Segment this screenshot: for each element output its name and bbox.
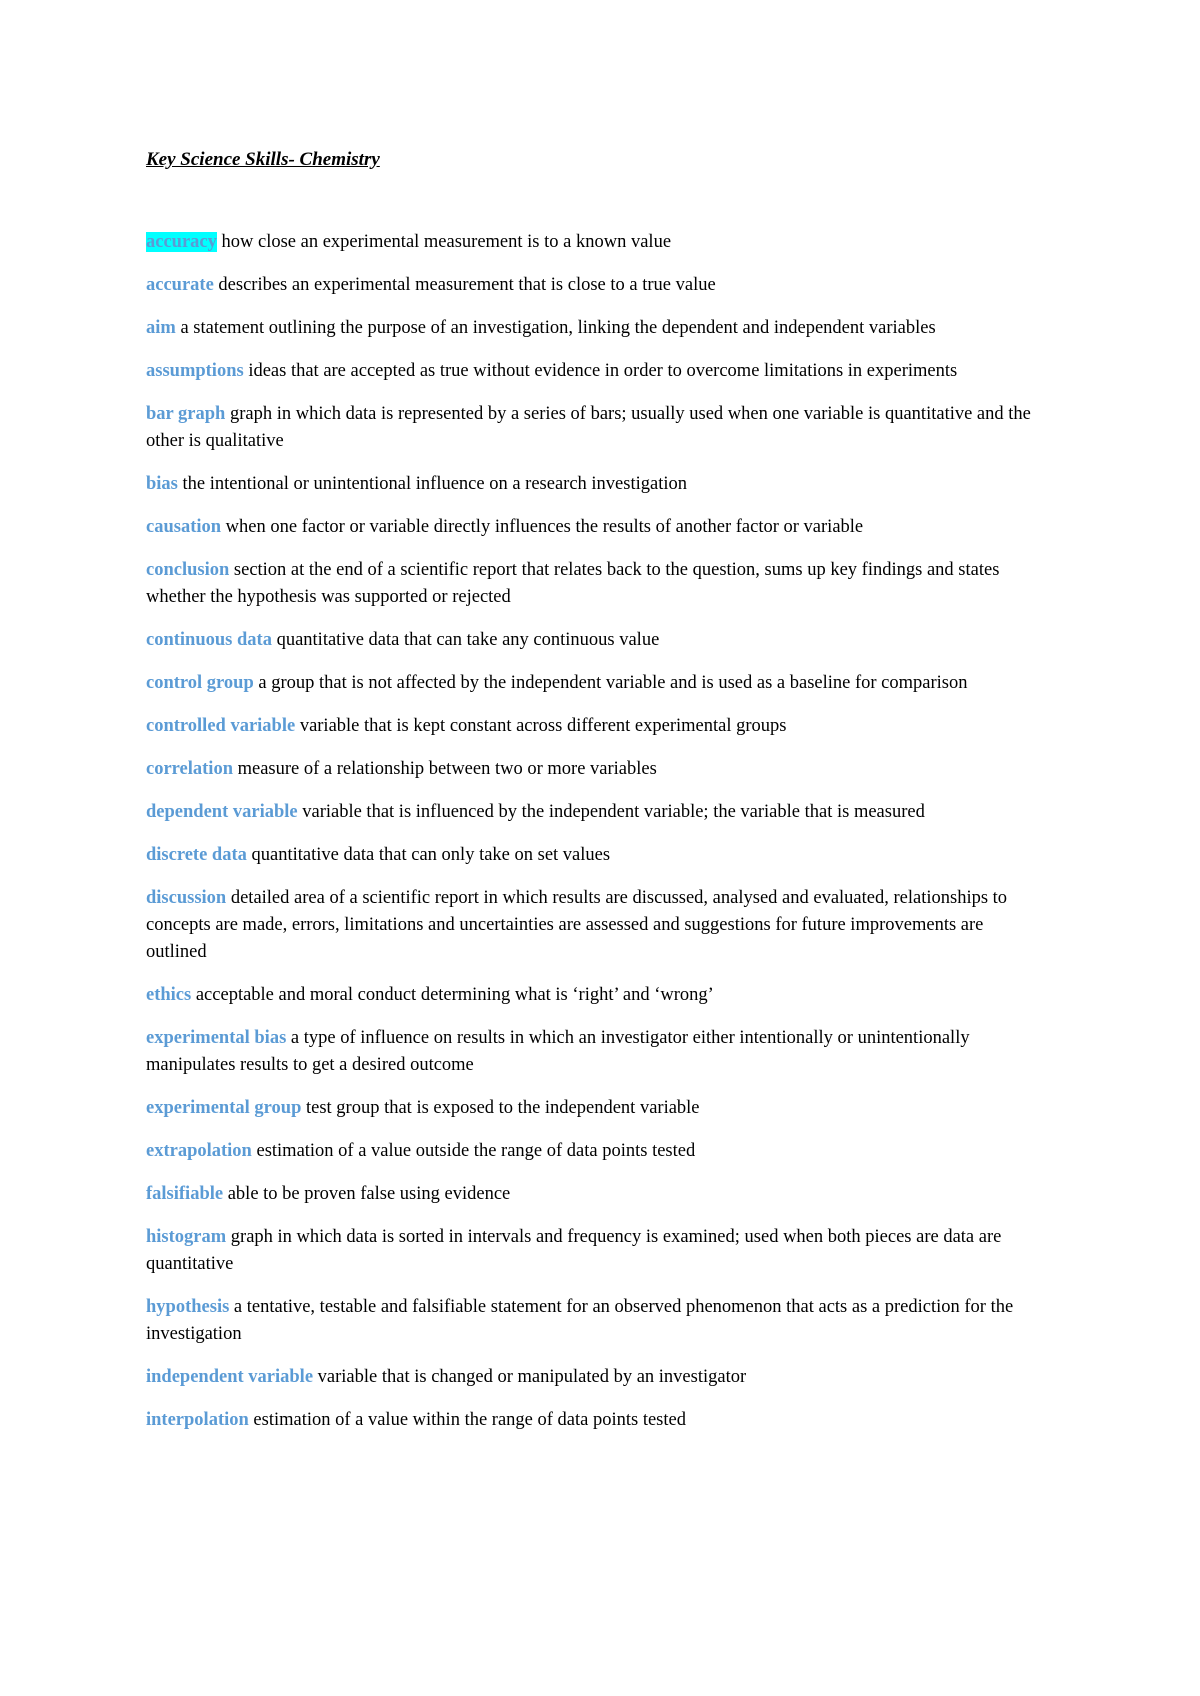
glossary-definition: a type of influence on results in which an investigator either intentionally or unintentionally manipulates results to get a desired outcome: [146, 1028, 970, 1075]
glossary-entry: [146, 272, 1046, 299]
glossary-entry: [146, 514, 1046, 541]
glossary-entry: [146, 401, 1046, 455]
glossary-entry: [146, 982, 1046, 1009]
glossary-term: extrapolation: [146, 1141, 252, 1161]
document-title: Key Science Skills- Chemistry: [146, 149, 380, 170]
glossary-entry: [146, 1364, 1046, 1391]
glossary-term: accuracy: [146, 232, 217, 252]
glossary-term: hypothesis: [146, 1297, 230, 1317]
glossary-definition: the intentional or unintentional influence on a research investigation: [182, 474, 687, 494]
glossary-entry: [146, 1407, 1046, 1434]
glossary-entry: [146, 1181, 1046, 1208]
glossary-term: conclusion: [146, 560, 230, 580]
glossary-definition: test group that is exposed to the independent variable: [305, 1098, 700, 1118]
glossary-entry: [146, 358, 1046, 385]
glossary-term: interpolation: [146, 1410, 249, 1430]
glossary-term: experimental bias: [146, 1028, 287, 1048]
glossary-term: bar graph: [146, 404, 226, 424]
glossary-definition: quantitative data that can only take on set values: [251, 845, 611, 865]
glossary-term: continuous data: [146, 630, 272, 650]
glossary-definition: when one factor or variable directly influences the results of another factor or variable: [225, 517, 864, 537]
glossary-term: accurate: [146, 275, 214, 295]
glossary-definition: detailed area of a scientific report in which results are discussed, analysed and evaluated, relationships to concepts are made, errors, limitations and uncertainties are assessed and suggestions for future improvements are outlined: [146, 888, 1008, 962]
glossary-definition: acceptable and moral conduct determining what is ‘right’ and ‘wrong’: [195, 985, 714, 1005]
glossary-term: assumptions: [146, 361, 244, 381]
glossary-definition: a statement outlining the purpose of an investigation, linking the dependent and independent variables: [180, 318, 936, 338]
glossary-term: discussion: [146, 888, 227, 908]
glossary-entry: [146, 229, 1046, 256]
glossary-definition: a tentative, testable and falsifiable statement for an observed phenomenon that acts as a prediction for the investigation: [146, 1297, 1014, 1344]
glossary-term: falsifiable: [146, 1184, 224, 1204]
glossary-list: [146, 229, 1046, 1434]
glossary-entry: [146, 670, 1046, 697]
glossary-entry: [146, 842, 1046, 869]
glossary-definition: able to be proven false using evidence: [227, 1184, 511, 1204]
glossary-term: experimental group: [146, 1098, 302, 1118]
glossary-definition: describes an experimental measurement that is close to a true value: [218, 275, 716, 295]
glossary-term: controlled variable: [146, 716, 296, 736]
glossary-term: bias: [146, 474, 178, 494]
glossary-entry: [146, 713, 1046, 740]
glossary-definition: section at the end of a scientific report that relates back to the question, sums up key findings and states whether the hypothesis was supported or rejected: [146, 560, 1000, 607]
glossary-definition: variable that is changed or manipulated by an investigator: [317, 1367, 747, 1387]
glossary-entry: [146, 1224, 1046, 1278]
glossary-definition: variable that is kept constant across different experimental groups: [299, 716, 787, 736]
glossary-entry: [146, 315, 1046, 342]
glossary-term: control group: [146, 673, 254, 693]
glossary-entry: [146, 1025, 1046, 1079]
glossary-definition: ideas that are accepted as true without evidence in order to overcome limitations in experiments: [248, 361, 958, 381]
glossary-definition: a group that is not affected by the independent variable and is used as a baseline for comparison: [258, 673, 968, 693]
glossary-entry: [146, 799, 1046, 826]
glossary-definition: quantitative data that can take any continuous value: [276, 630, 660, 650]
glossary-term: histogram: [146, 1227, 227, 1247]
glossary-entry: [146, 1294, 1046, 1348]
glossary-entry: [146, 885, 1046, 966]
glossary-term: correlation: [146, 759, 233, 779]
glossary-definition: how close an experimental measurement is to a known value: [221, 232, 672, 252]
glossary-definition: estimation of a value outside the range of data points tested: [256, 1141, 696, 1161]
glossary-term: discrete data: [146, 845, 247, 865]
glossary-entry: [146, 1138, 1046, 1165]
glossary-definition: estimation of a value within the range of data points tested: [253, 1410, 686, 1430]
glossary-definition: graph in which data is represented by a series of bars; usually used when one variable is quantitative and the other is qualitative: [146, 404, 1031, 451]
glossary-entry: [146, 756, 1046, 783]
glossary-term: aim: [146, 318, 176, 338]
glossary-definition: variable that is influenced by the independent variable; the variable that is measured: [302, 802, 925, 822]
glossary-definition: graph in which data is sorted in intervals and frequency is examined; used when both pieces are data are quantitative: [146, 1227, 1002, 1274]
glossary-term: causation: [146, 517, 222, 537]
document-page: [146, 148, 1046, 1450]
glossary-entry: [146, 1095, 1046, 1122]
glossary-entry: [146, 471, 1046, 498]
glossary-term: dependent variable: [146, 802, 298, 822]
glossary-entry: [146, 557, 1046, 611]
glossary-term: ethics: [146, 985, 192, 1005]
glossary-entry: [146, 627, 1046, 654]
glossary-definition: measure of a relationship between two or more variables: [237, 759, 657, 779]
glossary-term: independent variable: [146, 1367, 314, 1387]
